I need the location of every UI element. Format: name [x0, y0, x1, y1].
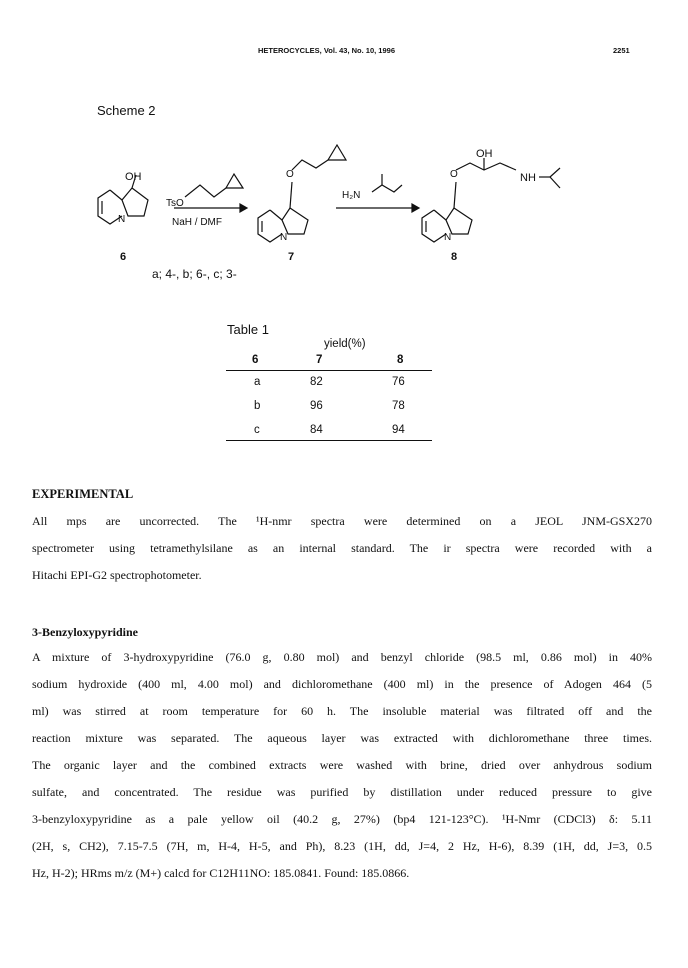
journal-citation: HETEROCYCLES, Vol. 43, No. 10, 1996 — [258, 46, 395, 55]
text-line: Hitachi EPI-G2 spectrophotometer. — [32, 568, 202, 582]
oh-label-6: OH — [125, 171, 142, 183]
nitrogen-label-6: N — [118, 214, 126, 225]
text-line: Hz, H-2); HRms m/z (M+) calcd for C12H11NO: 185.0841. Found: 185.0866. — [32, 866, 410, 880]
epoxide-7 — [328, 145, 346, 160]
column-header: 6 — [252, 354, 259, 366]
text-line: A mixture of 3-hydroxypyridine (76.0 g, 0.80 mol) and benzyl chloride (98.5 ml, 0.86 mol) in 40% — [32, 650, 652, 664]
compound-number-6: 6 — [120, 251, 127, 263]
reaction-scheme — [80, 130, 600, 300]
tso-label: TsO — [166, 198, 184, 209]
table-cell: 76 — [392, 376, 405, 388]
text-line: reaction mixture was separated. The aqueous layer was extracted with dichloromethane three times. — [32, 731, 652, 745]
experimental-paragraph — [32, 508, 652, 589]
table-cell: 96 — [310, 400, 323, 412]
epoxide-reagent — [226, 174, 243, 188]
oxygen-label-7: O — [286, 169, 294, 180]
yield-header: yield(%) — [324, 338, 366, 350]
nitrogen-label-7: N — [280, 232, 288, 243]
text-line: sulfate, and concentrated. The residue was purified by distillation under reduced pressure to give — [32, 785, 652, 799]
table-title: Table 1 — [227, 322, 269, 337]
table-cell: b — [254, 400, 261, 412]
table-cell: c — [254, 424, 260, 436]
text-line: spectrometer using tetramethylsilane as an internal standard. The ir spectra were recorded with a — [32, 541, 652, 555]
column-header: 8 — [397, 354, 404, 366]
substitution-note: a; 4-, b; 6-, c; 3- — [152, 267, 237, 281]
compound-number-8: 8 — [451, 251, 458, 263]
experimental-heading: EXPERIMENTAL — [32, 487, 134, 501]
nitrogen-label-8: N — [444, 232, 452, 243]
text-line: (2H, s, CH2), 7.15-7.5 (7H, m, H-4, H-5, and Ph), 8.23 (1H, dd, J=4, 2 Hz, H-6), 8.39 (1H, dd, J=3, 0.5 — [32, 839, 652, 853]
table-cell: 78 — [392, 400, 405, 412]
pyrazole-ring-7 — [282, 208, 308, 234]
compound-number-7: 7 — [288, 251, 295, 263]
scheme-title: Scheme 2 — [97, 103, 156, 118]
pyrazole-ring-6 — [122, 188, 148, 216]
running-header — [0, 46, 688, 60]
yield-table — [226, 338, 432, 442]
page-number: 2251 — [613, 46, 630, 55]
reagent-label: NaH / DMF — [172, 217, 222, 228]
column-header: 7 — [316, 354, 323, 366]
table-cell: 94 — [392, 424, 405, 436]
text-line: ml) was stirred at room temperature for 60 h. The insoluble material was filtrated off and the — [32, 704, 652, 718]
text-line: The organic layer and the combined extracts were washed with brine, dried over anhydrous sodium — [32, 758, 652, 772]
table-cell: 84 — [310, 424, 323, 436]
procedure-paragraph — [32, 644, 652, 887]
pyrazole-ring-8 — [446, 208, 472, 234]
table-cell: 82 — [310, 376, 323, 388]
text-line: sodium hydroxide (400 ml, 4.00 mol) and dichloromethane (400 ml) in the presence of Adogen 464 (5 — [32, 677, 652, 691]
table-cell: a — [254, 376, 261, 388]
text-line: All mps are uncorrected. The ¹H-nmr spectra were determined on a JEOL JNM-GSX270 — [32, 514, 652, 528]
oxygen-label-8: O — [450, 169, 458, 180]
section-heading: 3-Benzyloxypyridine — [32, 625, 139, 639]
nh-label: NH — [520, 172, 536, 184]
table-rule-bottom — [226, 440, 432, 441]
amine-label: H₂N — [342, 190, 361, 201]
table-rule-top — [226, 370, 432, 371]
oh-label-8: OH — [476, 148, 493, 160]
text-line: 3-benzyloxypyridine as a pale yellow oil (40.2 g, 27%) (bp4 121-123°C). ¹H-Nmr (CDCl3) δ: 5.11 — [32, 812, 652, 826]
